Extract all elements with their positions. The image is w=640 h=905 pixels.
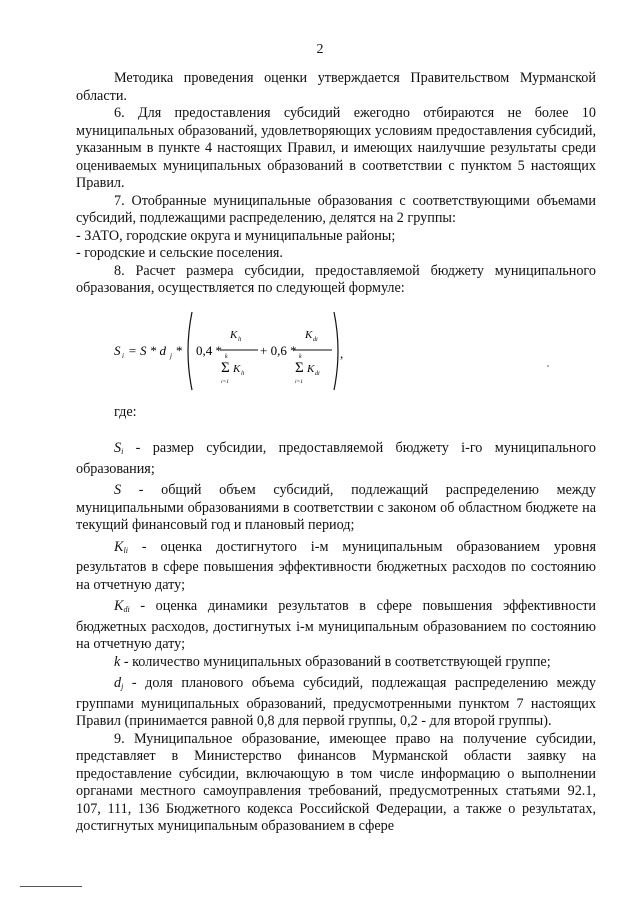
formula-lhs-sub: i bbox=[122, 352, 124, 360]
paragraph-8: 8. Расчет размера субсидии, предоставляемой бюджету муниципального образования, осуществляется по следующей формуле: bbox=[76, 262, 596, 296]
definition-text: - доля планового объема субсидий, подлежащая распределению между группами муниципальных образований, предусмотренными пунктом 7 настоящих Правил (принимается равной 0,8 для первой группы, 0,2 - для второй группы). bbox=[76, 675, 597, 729]
scan-speck bbox=[547, 365, 549, 367]
fraction2-sum-top: k bbox=[299, 354, 302, 360]
definition-symbol: K bbox=[114, 598, 124, 614]
fraction1-sum-bottom: i=1 bbox=[221, 379, 229, 385]
list-item-group-1: - ЗАТО, городские округа и муниципальные районы; bbox=[76, 227, 396, 244]
fraction1-denominator: K bbox=[233, 363, 241, 375]
definition-k bbox=[76, 654, 596, 672]
list-item-group-2: - городские и сельские поселения. bbox=[76, 245, 283, 261]
footer-rule bbox=[20, 886, 82, 887]
definition-kdi bbox=[76, 598, 596, 654]
definition-text: - количество муниципальных образований в соответствующей группе; bbox=[123, 653, 551, 670]
page-number: 2 bbox=[316, 42, 324, 57]
formula-star: * bbox=[176, 343, 183, 358]
definitions-block bbox=[76, 440, 596, 836]
definition-dj bbox=[76, 675, 596, 731]
definition-symbol: S bbox=[114, 440, 122, 456]
paragraph-methodology: Методика проведения оценки утверждается Правительством Мурманской области. bbox=[76, 70, 596, 104]
definition-symbol: K bbox=[114, 538, 124, 555]
fraction1-numerator: K bbox=[230, 329, 238, 341]
fraction1-sum-top: k bbox=[225, 354, 228, 360]
definition-text: - общий объем субсидий, подлежащий распределению между муниципальными образованиями в соответствии с законом об областном бюджете на текущий финансовый год и плановый период; bbox=[76, 482, 596, 533]
formula-comma: , bbox=[340, 346, 344, 361]
definition-text: - размер субсидии, предоставляемой бюджету i-го муниципального образования; bbox=[76, 440, 596, 477]
definition-s bbox=[76, 482, 596, 535]
subsidy-formula bbox=[112, 306, 372, 396]
fraction2-numerator-sub: di bbox=[313, 337, 318, 343]
definition-symbol-sub: li bbox=[123, 545, 128, 555]
paragraph-6: 6. Для предоставления субсидий ежегодно отбираются не более 10 муниципальных образований, удовлетворяющих условиям предоставления субсидий, указанным в пункте 4 настоящих Правил, и имеющих наилучшие результаты среди оцениваемых муниципальных образований в соответствии с пунктом 5 настоящих Правил. bbox=[76, 105, 596, 191]
formula-right-paren bbox=[334, 312, 338, 390]
paragraph-7: 7. Отобранные муниципальные образования с соответствующими объемами субсидий, подлежащими распределению, делятся на 2 группы: bbox=[76, 192, 596, 226]
paragraph-9: 9. Муниципальное образование, имеющее право на получение субсидии, представляет в Министерство финансов Мурманской области заявку на предоставление субсидии, включающую в том числе информацию о выполнении органами местного самоуправления требований, предусмотренных статьями 92.1, 107, 111, 136 Бюджетного кодекса Российской Федерации, а также о результатах, достигнутых муниципальным образованием в сфере bbox=[76, 730, 596, 834]
definition-text: - оценка достигнутого i-м муниципальным образованием уровня результатов в сфере повышения эффективности бюджетных расходов по состоянию на отчетную дату; bbox=[76, 538, 596, 593]
definition-symbol-sub: i bbox=[121, 447, 124, 456]
top-text-block bbox=[76, 70, 596, 298]
fraction2-sum-sign: Σ bbox=[295, 360, 304, 376]
formula-left-paren bbox=[188, 312, 192, 390]
definition-symbol: S bbox=[114, 482, 122, 498]
formula-lhs: S bbox=[114, 343, 121, 358]
fraction2-denominator-sub: di bbox=[315, 371, 320, 377]
definition-kli bbox=[76, 539, 596, 595]
fraction2-denominator: K bbox=[307, 363, 315, 375]
fraction2-numerator: K bbox=[305, 329, 313, 341]
fraction1-numerator-sub: li bbox=[238, 337, 242, 343]
fraction1-sum-sign: Σ bbox=[221, 360, 230, 376]
fraction2-sum-bottom: i=1 bbox=[295, 379, 303, 385]
fraction1-denominator-sub: li bbox=[241, 371, 245, 377]
definition-symbol-sub: j bbox=[121, 682, 124, 691]
formula-plus: + 0,6 * bbox=[260, 343, 297, 358]
definition-symbol: d bbox=[114, 675, 122, 691]
where-label: где: bbox=[114, 404, 137, 420]
formula-coef1: 0,4 * bbox=[196, 343, 222, 358]
formula-d-sub: j bbox=[170, 352, 172, 360]
definition-si bbox=[76, 440, 596, 478]
definition-symbol-sub: di bbox=[123, 605, 130, 614]
formula-eq: = S * d bbox=[128, 343, 167, 358]
definition-symbol: k bbox=[114, 653, 121, 670]
definition-text: - оценка динамики результатов в сфере повышения эффективности бюджетных расходов, достигнутых i-м муниципальным образованием по состоянию на отчетную дату; bbox=[76, 598, 596, 652]
